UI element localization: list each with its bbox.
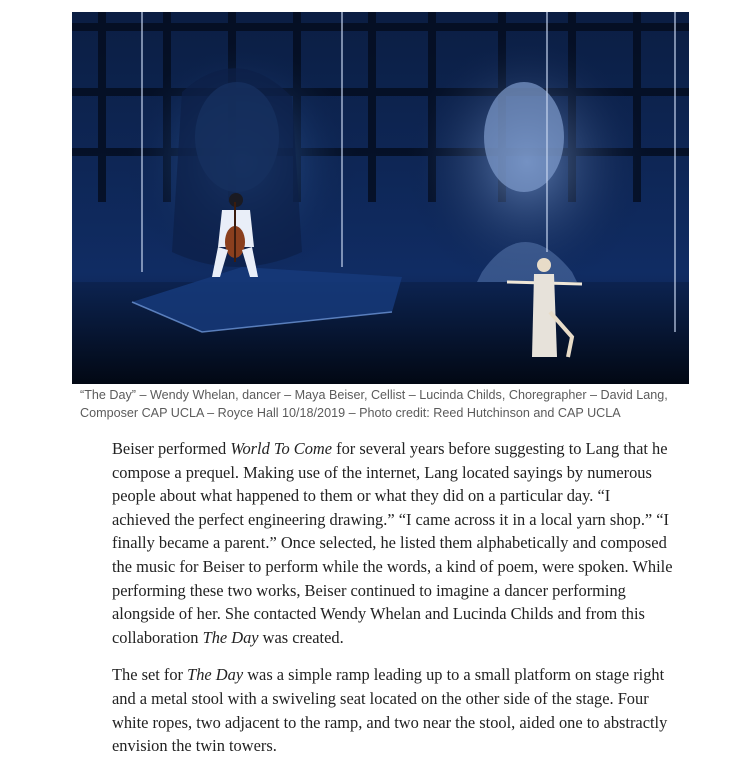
stage-photo: [72, 12, 689, 384]
title-emphasis: The Day: [187, 665, 244, 685]
photo-caption: [80, 386, 700, 422]
text-run: for several years before suggesting to Lang that he: [332, 439, 668, 458]
text-line: finally became a parent.” Once selected, he listed them alphabetically and composed: [112, 533, 667, 553]
text-run: The set for: [112, 665, 188, 685]
text-run: was a simple ramp leading up to a small platform on stage right: [243, 665, 665, 685]
text-line: [112, 437, 722, 461]
title-emphasis: The Day: [202, 627, 259, 647]
text-line: [112, 663, 722, 687]
text-line: performing these two works, Beiser continued to imagine a dancer performing: [112, 580, 626, 600]
text-line: and a metal stool with a swiveling seat located on the other side of the stage. Four: [112, 688, 649, 708]
text-run: was created.: [258, 627, 344, 647]
text-line: white ropes, two adjacent to the ramp, and two near the stool, aided one to abstractly: [112, 712, 668, 732]
text-line: achieved the perfect engineering drawing.” “I came across it in a local yarn shop.” “I: [112, 509, 670, 529]
caption-line: Composer CAP UCLA – Royce Hall 10/18/2019 – Photo credit: Reed Hutchinson and CAP UCLA: [80, 406, 621, 420]
text-run: Beiser performed: [112, 439, 231, 458]
text-line: [112, 626, 722, 650]
text-run: collaboration: [112, 627, 203, 647]
paragraph-2: [112, 663, 722, 757]
caption-line: “The Day” – Wendy Whelan, dancer – Maya Beiser, Cellist – Lucinda Childs, Choregrapher – David Lang,: [80, 388, 668, 402]
text-line: alongside of her. She contacted Wendy Whelan and Lucinda Childs and from this: [112, 604, 645, 624]
paragraph-1: [112, 437, 722, 649]
text-line: the music for Beiser to perform while the words, a kind of poem, were spoken. While: [112, 556, 673, 576]
article-body: [112, 437, 722, 769]
title-emphasis: World To Come: [230, 439, 333, 458]
text-line: envision the twin towers.: [112, 736, 277, 756]
text-line: people about what happened to them or what they did on a particular day. “I: [112, 486, 611, 506]
text-line: compose a prequel. Making use of the internet, Lang located sayings by numerous: [112, 462, 652, 482]
